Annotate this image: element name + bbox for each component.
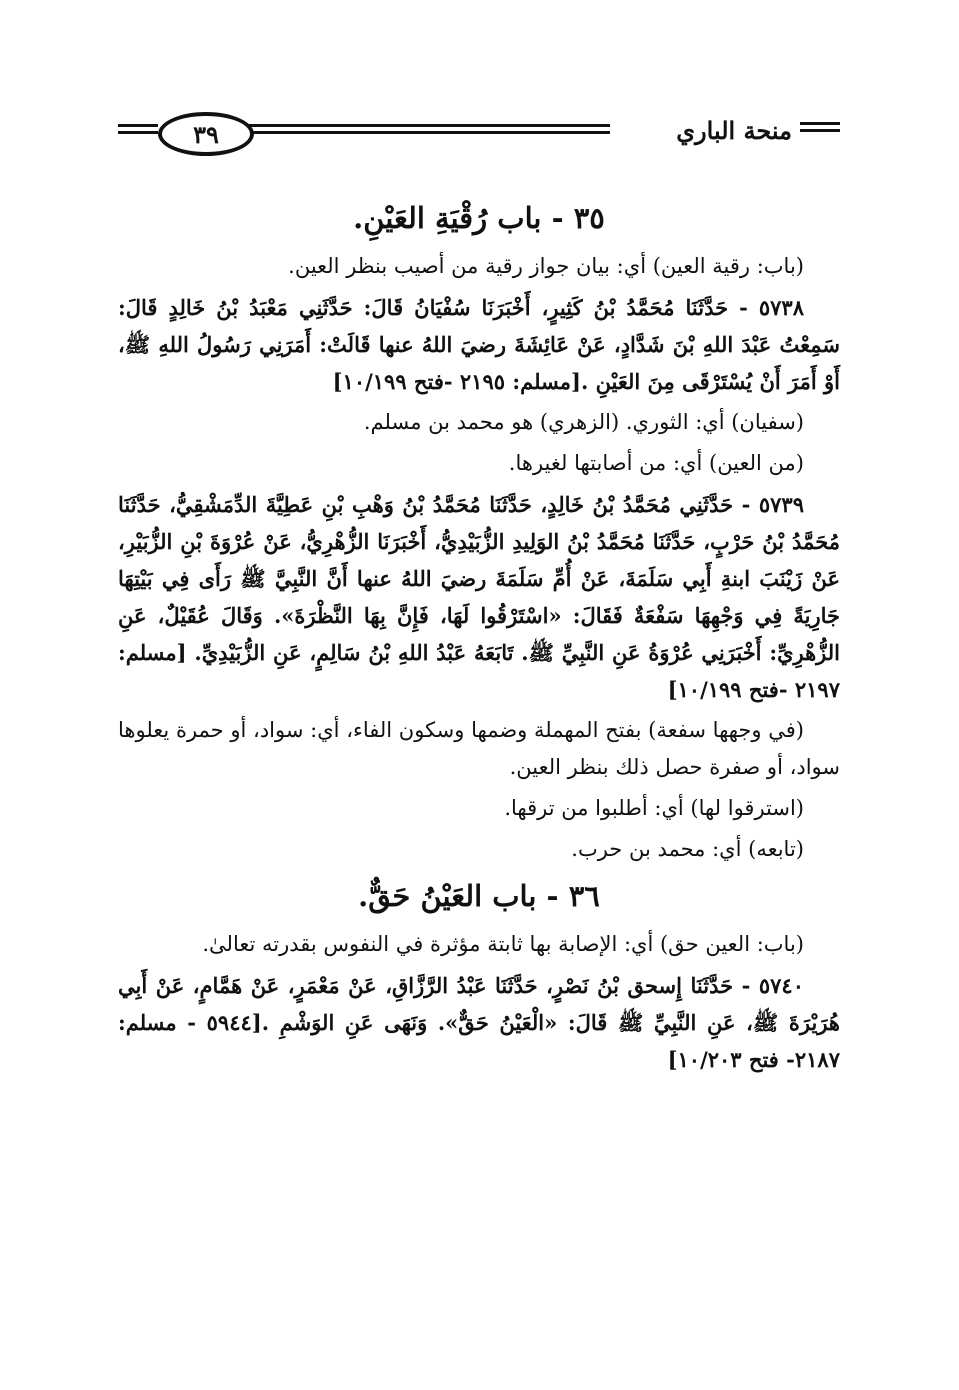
chapter-heading: ٣٦ - باب العَيْنُ حَقٌّ. — [358, 879, 600, 913]
commentary-paragraph: (سفيان) أي: الثوري. (الزهري) هو محمد بن مسلم. — [363, 410, 804, 434]
commentary-paragraph: (باب: العين حق) أي: الإصابة بها ثابتة مؤثرة في النفوس بقدرته تعالىٰ. — [202, 932, 804, 956]
header-rule — [246, 124, 610, 138]
commentary-paragraph: (في وجهها سفعة) بفتح المهملة وضمها وسكون الفاء، أي: سواد، أو حمرة يعلوها سواد، أو صفرة حصل ذلك بنظر العين. — [118, 718, 840, 779]
page-number: ٣٩ — [158, 112, 254, 156]
book-title: منحة الباري — [676, 116, 792, 145]
commentary-paragraph: (باب: رقية العين) أي: بيان جواز رقية من أصيب بنظر العين. — [288, 254, 804, 278]
hadith-paragraph: ٥٧٣٩ - حَدَّثَنِي مُحَمَّدُ بْنُ خَالِدٍ، حَدَّثَنَا مُحَمَّدُ بْنُ وَهْبِ بْنِ عَطِيَّةَ الدِّمَشْقِيُّ، حَدَّثَنَا مُحَمَّدُ بْنُ حَرْبٍ، حَدَّثَنَا مُحَمَّدُ بْنُ الوَلِيدِ الزُّبَيْدِيُّ، أَخْبَرَنَا الزُّهْرِيُّ، عَنْ عُرْوَةَ بْنِ الزُّبَيْرِ، عَنْ زَيْنَبَ ابنةِ أَبِي سَلَمَةَ، عَنْ أُمِّ سَلَمَةَ رضيَ اللهُ عنها أَنَّ النَّبِيَّ ﷺ رَأَى فِي بَيْتِهَا جَارِيَةً فِي وَجْهِهَا سَفْعَةٌ فَقَالَ: «اسْتَرْقُوا لَهَا، فَإِنَّ بِهَا النَّظْرَةَ». وَقَالَ عُقَيْلٌ، عَنِ الزُّهْرِيِّ: أَخْبَرَنِي عُرْوَةُ عَنِ النَّبِيِّ ﷺ. تَابَعَهُ عَبْدُ اللهِ بْنُ سَالِمٍ، عَنِ الزُّبَيْدِيِّ. [مسلم: ٢١٩٧ -فتح ١٠/١٩٩] — [118, 492, 840, 702]
header-rule-tail — [118, 124, 158, 138]
page-header — [118, 112, 840, 152]
hadith-paragraph: ٥٧٤٠ - حَدَّثَنَا إِسحق بْنُ نَصْرٍ، حَدَّثَنَا عَبْدُ الرَّزَّاقِ، عَنْ مَعْمَرٍ، عَنْ هَمَّامٍ، عَنْ أَبِي هُرَيْرَةَ ﷺ، عَنِ النَّبِيِّ ﷺ قَالَ: «الْعَيْنُ حَقٌّ». وَنَهَى عَنِ الوَشْمِ .[٥٩٤٤ - مسلم: ٢١٨٧- فتح ١٠/٢٠٣] — [118, 973, 840, 1072]
chapter-heading: ٣٥ - باب رُقْيَةِ العَيْنِ. — [353, 201, 605, 235]
commentary-paragraph: (استرقوا لها) أي: أطلبوا من ترقها. — [504, 796, 804, 820]
page-body — [118, 190, 840, 1082]
commentary-paragraph: (من العين) أي: من أصابتها لغيرها. — [508, 451, 804, 475]
commentary-paragraph: (تابعه) أي: محمد بن حرب. — [571, 837, 804, 861]
hadith-paragraph: ٥٧٣٨ - حَدَّثَنَا مُحَمَّدُ بْنُ كَثِيرٍ، أَخْبَرَنَا سُفْيَانُ قَالَ: حَدَّثَنِي مَعْبَدُ بْنُ خَالِدٍ قَالَ: سَمِعْتُ عَبْدَ اللهِ بْنَ شَدَّادٍ، عَنْ عَائِشَةَ رضيَ اللهُ عنها قَالَتْ: أَمَرَنِي رَسُولُ اللهِ ﷺ، أَوْ أَمَرَ أَنْ يُسْتَرْقَى مِنَ العَيْنِ .[مسلم: ٢١٩٥ -فتح ١٠/١٩٩] — [118, 295, 840, 394]
header-ornament — [800, 122, 840, 136]
